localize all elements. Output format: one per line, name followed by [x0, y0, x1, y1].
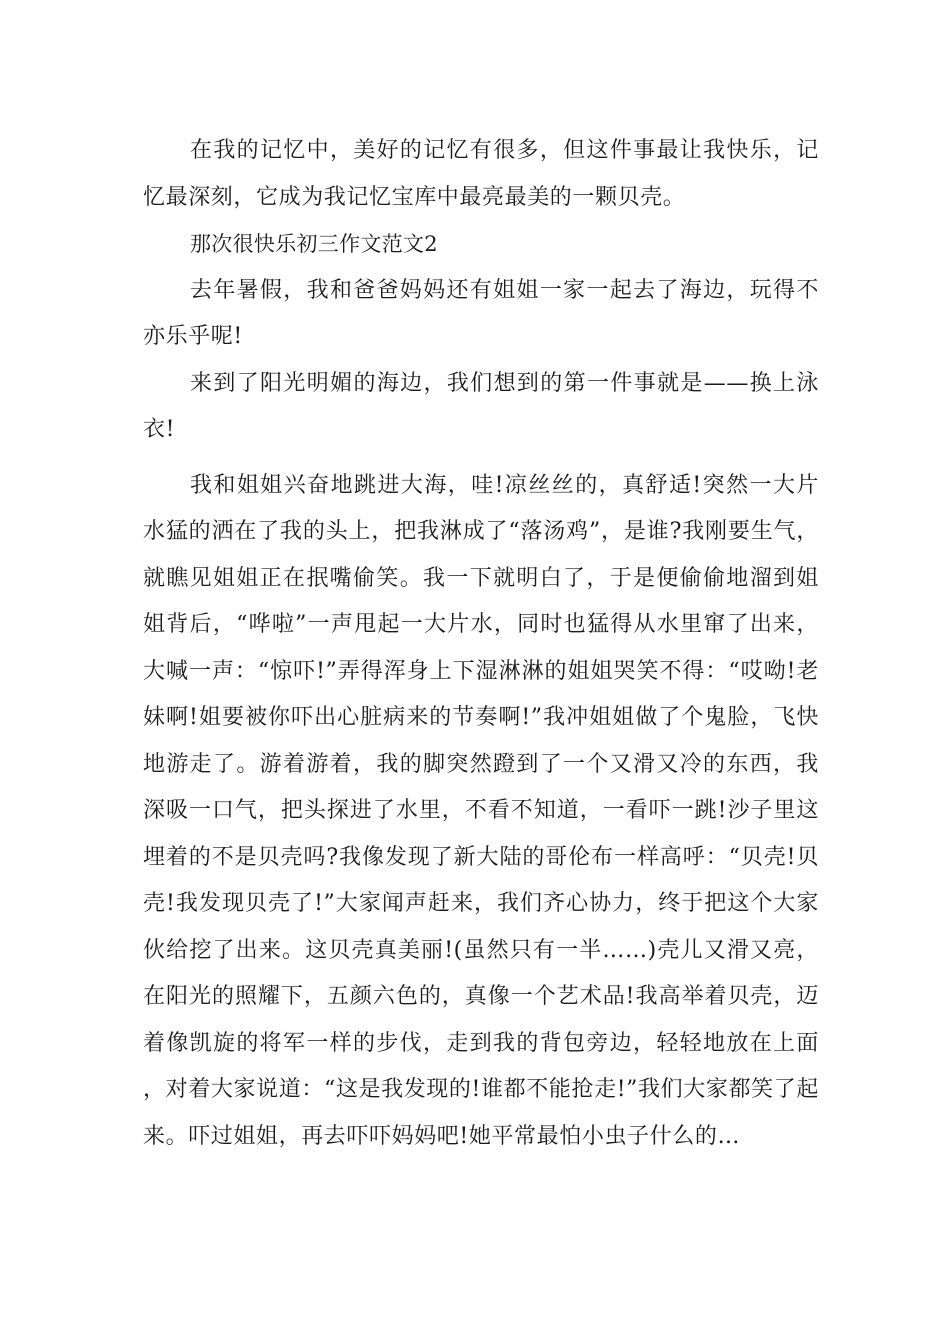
- essay-title: 那次很快乐初三作文范文2: [190, 232, 438, 256]
- paragraph-memory: 在我的记忆中，美好的记忆有很多，但这件事最让我快乐，记忆最深刻，它成为我记忆宝库中最亮最美的一颗贝壳。: [143, 138, 819, 210]
- paragraph-seashell-story: 我和姐姐兴奋地跳进大海，哇!凉丝丝的，真舒适!突然一大片水猛的洒在了我的头上，把我淋成了“落汤鸡”，是谁?我刚要生气，就瞧见姐姐正在抿嘴偷笑。我一下就明白了，于是便偷偷地溜到姐姐背后，“哗啦”一声甩起一大片水，同时也猛得从水里窜了出来，大喊一声：“惊吓!”弄得浑身上下湿淋淋的姐姐哭笑不得：“哎呦!老妹啊!姐要被你吓出心脏病来的节奏啊!”我冲姐姐做了个鬼脸，飞快地游走了。游着游着，我的脚突然蹬到了一个又滑又冷的东西，我深吸一口气，把头探进了水里，不看不知道，一看吓一跳!沙子里这埋着的不是贝壳吗?我像发现了新大陆的哥伦布一样高呼：“贝壳!贝壳!我发现贝壳了!”大家闻声赶来，我们齐心协力，终于把这个大家伙给挖了出来。这贝壳真美丽!(虽然只有一半……)壳儿又滑又亮，在阳光的照耀下，五颜六色的，真像一个艺术品!我高举着贝壳，迈着像凯旋的将军一样的步伐，走到我的背包旁边，轻轻地放在上面，对着大家说道：“这是我发现的!谁都不能抢走!”我们大家都笑了起来。吓过姐姐，再去吓吓妈妈吧!她平常最怕小虫子什么的…: [143, 472, 819, 1149]
- paragraph-summer-trip: 去年暑假，我和爸爸妈妈还有姐姐一家一起去了海边，玩得不亦乐乎呢!: [143, 277, 819, 349]
- paragraph-swimsuit: 来到了阳光明媚的海边，我们想到的第一件事就是——换上泳衣!: [143, 370, 819, 442]
- document-body: [143, 128, 819, 1160]
- paragraph-spacer: [143, 454, 819, 463]
